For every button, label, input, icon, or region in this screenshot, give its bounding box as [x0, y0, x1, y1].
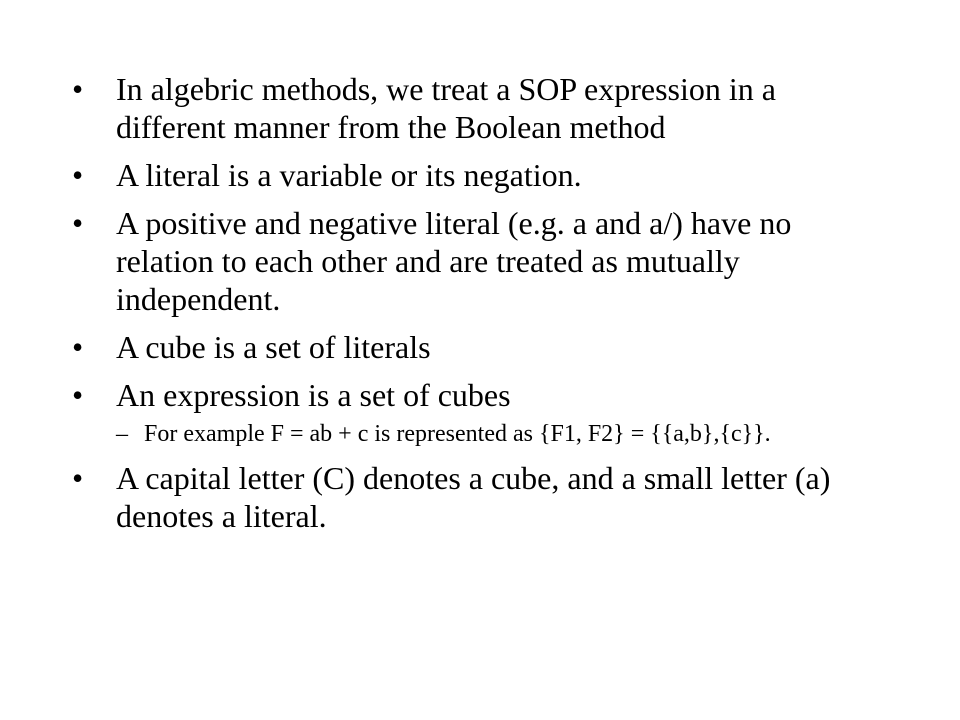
bullet-text: A positive and negative literal (e.g. a and a/) have no relation to each other and are treated as mutually independent.	[116, 205, 792, 317]
bullet-text: A capital letter (C) denotes a cube, and a small letter (a) denotes a literal.	[116, 460, 831, 534]
bullet-marker: •	[72, 329, 84, 365]
sub-bullet-text: For example F = ab + c is represented as {F1, F2} = {{a,b},{c}}.	[144, 421, 771, 447]
bullet-text: An expression is a set of cubes	[116, 377, 511, 413]
bullet-marker: •	[72, 377, 84, 413]
sub-bullet-item	[72, 420, 872, 449]
bullet-item	[72, 156, 872, 194]
bullet-item	[72, 459, 872, 535]
bullet-marker: •	[72, 205, 84, 241]
bullet-item	[72, 328, 872, 366]
bullet-marker: •	[72, 157, 84, 193]
bullet-item	[72, 204, 872, 318]
sub-bullet-marker: –	[116, 421, 128, 447]
bullet-text: A literal is a variable or its negation.	[116, 157, 582, 193]
bullet-marker: •	[72, 460, 84, 496]
bullet-marker: •	[72, 71, 84, 107]
bullet-item	[72, 70, 872, 146]
bullet-item	[72, 376, 872, 414]
bullet-text: In algebric methods, we treat a SOP expression in a different manner from the Boolean method	[116, 71, 776, 145]
bullet-list	[72, 70, 872, 545]
bullet-text: A cube is a set of literals	[116, 329, 431, 365]
